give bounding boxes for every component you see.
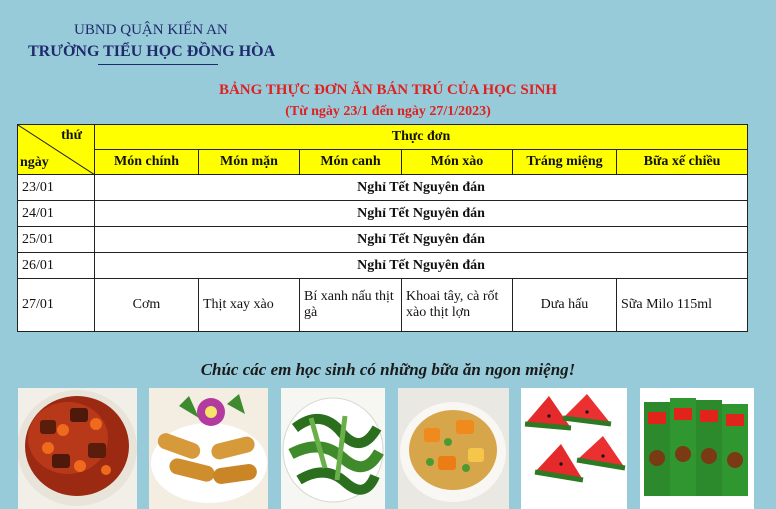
school-name: TRƯỜNG TIỂU HỌC ĐỒNG HÒA [28,43,276,60]
fried-spring-rolls-photo [149,388,268,509]
row-date: 25/01 [18,227,95,253]
wish-message: Chúc các em học sinh có những bữa ăn ngon miệng! [200,360,576,379]
cell-main-dish: Cơm [95,279,199,332]
holiday-note: Nghỉ Tết Nguyên đán [95,253,748,279]
col-header: Món chính [95,150,199,175]
col-header: Món canh [300,150,402,175]
col-header: Món xào [402,150,513,175]
table-row [18,175,748,201]
menu-table [17,124,748,332]
food-photo-strip [0,388,776,509]
cell-stir-fry: Khoai tây, cà rốt xào thịt lợn [402,279,513,332]
col-header: Món mặn [199,150,300,175]
row-date: 24/01 [18,201,95,227]
col-header: Bữa xế chiều [617,150,748,175]
group-header: Thực đơn [95,125,748,150]
watermelon-photo [521,388,627,509]
corner-ngay: ngày [20,155,49,170]
row-date: 26/01 [18,253,95,279]
col-header: Tráng miệng [513,150,617,175]
vegetable-soup-photo [398,388,509,509]
row-date: 23/01 [18,175,95,201]
milo-boxes-photo [640,388,754,509]
holiday-note: Nghỉ Tết Nguyên đán [95,227,748,253]
table-row [18,201,748,227]
row-date: 27/01 [18,279,95,332]
menu-date-range: (Từ ngày 23/1 đến ngày 27/1/2023) [285,104,491,119]
corner-thu: thứ [61,128,82,143]
cell-afternoon-snack: Sữa Milo 115ml [617,279,748,332]
corner-header [18,125,95,175]
cell-dessert: Dưa hấu [513,279,617,332]
stir-fried-greens-photo [281,388,385,509]
holiday-note: Nghỉ Tết Nguyên đán [95,175,748,201]
table-row [18,279,748,332]
school-underline [98,64,218,65]
org-name: UBND QUẬN KIẾN AN [74,22,228,38]
cell-soup: Bí xanh nấu thịt gà [300,279,402,332]
beef-stew-photo [18,388,137,509]
menu-title: BẢNG THỰC ĐƠN ĂN BÁN TRÚ CỦA HỌC SINH [218,82,558,98]
table-row [18,253,748,279]
table-row [18,227,748,253]
cell-savory-dish: Thịt xay xào [199,279,300,332]
holiday-note: Nghỉ Tết Nguyên đán [95,201,748,227]
